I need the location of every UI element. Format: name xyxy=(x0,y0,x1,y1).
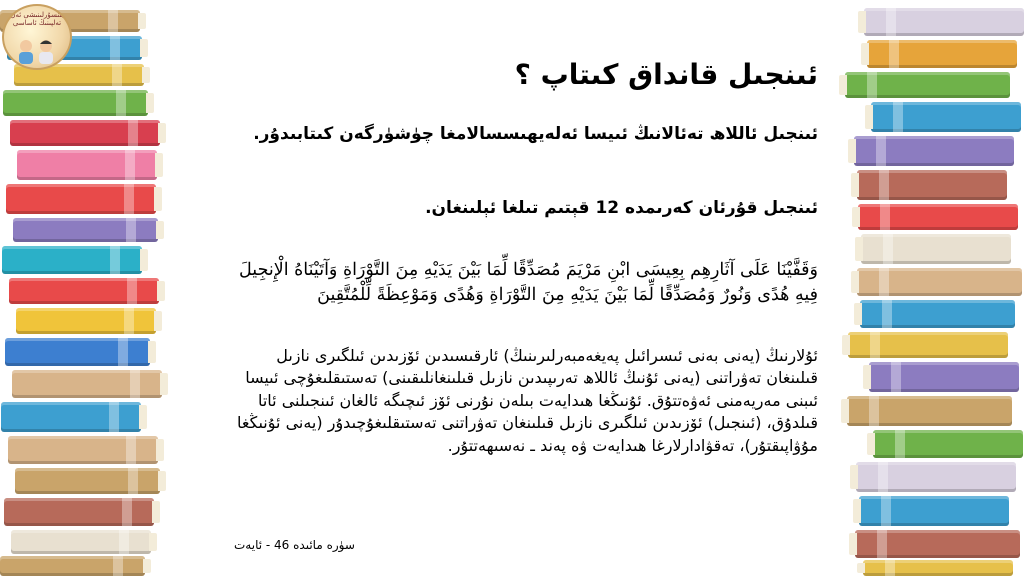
book-icon xyxy=(4,498,154,526)
book-icon xyxy=(856,462,1016,492)
book-icon xyxy=(869,362,1019,392)
book-icon xyxy=(854,136,1014,166)
book-icon xyxy=(13,218,158,242)
book-icon xyxy=(857,170,1007,200)
statement-mentions: ئىنجىل قۇرئان كەرىمدە 12 قېتىم تىلغا ئېلىنغان. xyxy=(425,198,818,218)
book-icon xyxy=(845,72,1010,98)
book-icon xyxy=(5,338,150,366)
quran-verse-arabic: وَقَفَّيْنَا عَلَى آثَارِهِم بِعِيسَى ابْنِ مَرْيَمَ مُصَدِّقًا لِّمَا بَيْنَ يَدَيْهِ مِنَ التَّوْرَاةِ وَآتَيْنَاهُ الْإِنجِيلَ فِيهِ هُدًى وَنُورٌ وَمُصَدِّقًا لِّمَا بَيْنَ يَدَيْهِ مِنَ التَّوْرَاةِ وَهُدًى وَمَوْعِظَةً لِّلْمُتَّقِينَ xyxy=(239,260,818,305)
book-icon xyxy=(848,332,1008,358)
book-icon xyxy=(3,90,148,116)
book-icon xyxy=(860,300,1015,328)
book-icon xyxy=(9,278,159,304)
logo-text: بلنسۇرلىنىشى ئەل تەلپىنىڭ ئاساسى xyxy=(10,11,64,27)
verse-reference: سۈرە مائىدە 46 - ئايەت xyxy=(234,538,355,552)
book-icon xyxy=(2,246,142,274)
book-icon xyxy=(847,396,1012,426)
left-book-stack xyxy=(0,0,230,576)
book-icon xyxy=(8,436,158,464)
book-icon xyxy=(857,268,1022,296)
book-icon xyxy=(855,530,1020,558)
book-icon xyxy=(10,120,160,146)
book-icon xyxy=(863,560,1013,576)
book-icon xyxy=(864,8,1024,36)
book-icon xyxy=(859,496,1009,526)
book-icon xyxy=(15,468,160,494)
book-icon xyxy=(11,530,151,554)
statement-revelation: ئىنجىل ئاللاھ تەئالانىڭ ئىيسا ئەلەيھىسسالامغا چۈشۈرگەن كىتابىدۇر. xyxy=(253,124,818,144)
book-icon xyxy=(6,184,156,214)
children-illustration-icon xyxy=(12,38,62,64)
book-icon xyxy=(1,402,141,432)
verse-translation: ئۇلارنىڭ (يەنى بەنى ئىسرائىل پەيغەمبەرلىرىنىڭ) ئارقىسىدىن ئۆزىدىن ئىلگىرى نازىل قىلىنغان تەۋراتنى (يەنى ئۇنىڭ ئاللاھ تەرىپىدىن نازىل قىلىنغانلىقىنى) تەستىقلىغۇچى ئىيسا ئىبنى مەريەمنى ئەۋەتتۇق. ئۇنىڭغا ھىدايەت بىلەن نۇرنى ئۆز ئىچىگە ئالغان ئىنجىلنى ئاتا قىلدۇق، (ئىنجىل) ئۆزىدىن ئىلگىرى نازىل قىلىنغان تەۋراتنى تەستىقلىغۇچىدۇر (يەنى ئۇنىڭغا مۇۋاپىقتۇر)، تەقۋادارلارغا ھىدايەت ۋە پەند ـ نەسىھەتتۇر. xyxy=(237,346,818,455)
book-icon xyxy=(873,430,1023,458)
slide-content xyxy=(228,0,838,576)
slide-title: ئىنجىل قانداق كىتاپ ؟ xyxy=(514,58,818,91)
book-icon xyxy=(16,308,156,334)
book-icon xyxy=(867,40,1017,68)
book-icon xyxy=(12,370,162,398)
book-icon xyxy=(17,150,157,180)
book-icon xyxy=(858,204,1018,230)
book-icon xyxy=(861,234,1011,264)
book-icon xyxy=(0,556,145,576)
book-icon xyxy=(871,102,1021,132)
school-logo xyxy=(2,4,72,70)
right-book-stack xyxy=(846,0,1024,576)
